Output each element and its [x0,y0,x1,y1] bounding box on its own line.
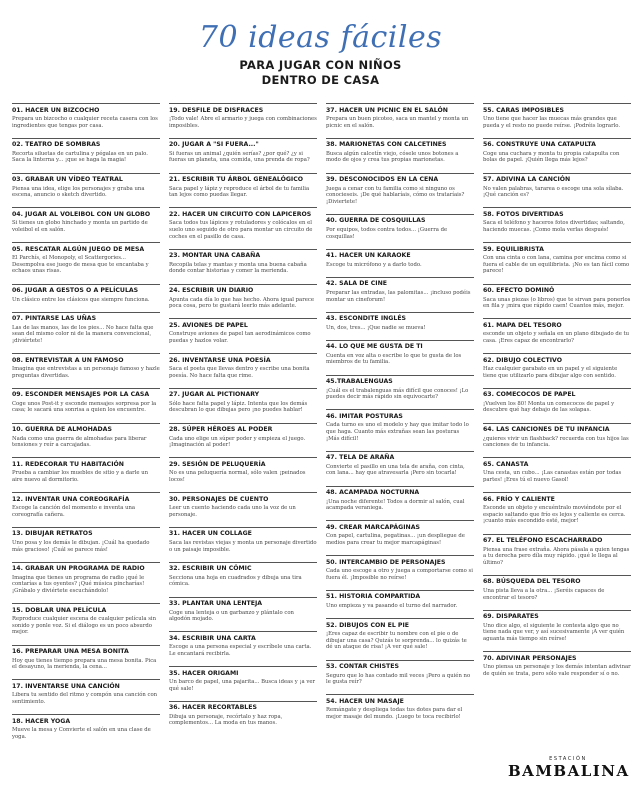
idea-description: Un, dos, tres... ¡Que nadie se mueva! [326,324,426,331]
idea-item [169,353,317,379]
idea-description: Prueba a cambiar los muebles de sitio y a darle un aire nuevo al dormitorio. [12,470,149,483]
idea-title: 49. CREAR MARCAPÁGINAS [326,520,474,532]
idea-item [483,284,631,310]
idea-description: No valen palabras, tararea o escoge una sola sílaba. ¡Qué canción es? [483,185,624,199]
idea-title: 07. PINTARSE LAS UÑAS [12,312,160,324]
idea-title: 20. JUGAR A "SI FUERA..." [169,138,317,150]
idea-item [12,457,160,483]
idea-description: Si tienes un globo hinchado y monta un partido de voleibol el en salón. [12,220,148,233]
idea-description: Saca las revistas viejas y monta un personaje divertido o un paisaje imposible. [169,539,317,553]
idea-description: Piensa una idea, elige los personajes y graba una escena, anuncio o sketch divertido. [12,185,145,199]
idea-description: Nada como una guerra de almohadas para liberar tensiones y reír a carcajadas. [12,435,147,449]
idea-description: ¡Todo vale! Abre el armario y juega con combinaciones imposibles. [169,116,317,129]
idea-title: 25. AVIONES DE PAPEL [169,318,317,330]
brand-logo-top: ESTACIÓN [549,756,587,762]
idea-title: 23. MONTAR UNA CABAÑA [169,249,317,261]
idea-item [326,520,474,546]
idea-description: Mueve la mesa y Convierte el salón en una clase de yoga. [12,727,151,740]
idea-item [12,138,160,164]
idea-item [169,138,317,164]
idea-description: Saca todos tus lápices y rotuladores y colócalos en el suelo uno seguido de otro para montar un circuito de coches en el pasillo de casa. [169,220,313,240]
idea-item [12,103,160,129]
idea-title: 14. GRABAR UN PROGRAMA DE RADIO [12,562,160,574]
idea-description: Las de las manos, las de los pies... No hace falta que sean del mismo color ni de la manera convencional, ¡diviértete! [12,324,154,344]
idea-title: 28. SÚPER HÉROES AL PODER [169,423,317,435]
idea-item [12,562,160,595]
idea-title: 19. DESFILE DE DISFRACES [169,103,317,115]
idea-title: 11. REDECORAR TU HABITACIÓN [12,457,160,469]
idea-title: 35. HACER ORIGAMI [169,666,317,678]
idea-title: 45.TRABALENGUAS [326,375,474,387]
idea-description: ¡Vuelven los 80! Monta un comecocos de papel y descubre qué hay debajo de las solapas. [483,400,615,414]
idea-title: 34. ESCRIBIR UNA CARTA [169,631,317,643]
idea-description: Imagina que entrevistas a un personaje famoso y hazle preguntas divertidas. [12,366,160,379]
idea-description: Piensa una frase extraña. Ahora pásala a quien tengas a tu derecha pero díla muy rápido. ¡qué le llega al último? [483,546,630,566]
idea-title: 48. ACAMPADA NOCTURNA [326,486,474,498]
idea-title: 26. INVENTARSE UNA POESÍA [169,353,317,365]
idea-item [169,562,317,588]
ideas-column-3 [326,103,474,729]
idea-description: Construye aviones de papel tan aerodinámicos como puedas y hazlos volar. [169,331,311,344]
idea-item [483,318,631,344]
idea-description: Convierte el pasillo en una tela de araña, con cinta, con lana... hay que atravesarla ¡Pero sin tocarla! [326,463,465,477]
idea-title: 18. HACER YOGA [12,714,160,726]
idea-item [326,375,474,401]
idea-title: 39. DESCONOCIDOS EN LA CENA [326,173,474,185]
idea-item [12,645,160,671]
idea-item [12,353,160,379]
idea-item [483,103,631,129]
idea-item [326,103,474,129]
idea-description: Recorta siluetas de cartulina y pégalas en un palo. Saca la linterna y... ¡que se haga la magia! [12,150,148,164]
idea-title: 60. EFECTO DOMINÓ [483,284,631,296]
idea-title: 46. IMITAR POSTURAS [326,409,474,421]
idea-description: Cada turno es uno el modelo y hay que imitar todo lo que haga. Cuanto más extrañas sean las posturas ¡Más difícil! [326,422,469,442]
idea-title: 50. INTERCAMBIO DE PERSONAJES [326,555,474,567]
idea-description: Imagina que tienes un programa de radio ¡qué le contarías a tus oyentes? ¡Qué música pincharías! ¡Grábalo y diviértete escuchándolo! [12,574,145,594]
idea-title: 29. SESIÓN DE PELUQUERÍA [169,457,317,469]
idea-item [326,486,474,512]
idea-description: No es una peluquería normal, sólo valen ¡peinados locos! [169,470,306,483]
idea-title: 21. ESCRIBIR TU ÁRBOL GENEALÓGICO [169,173,317,185]
idea-title: 65. CANASTA [483,457,631,469]
idea-title: 04. JUGAR AL VOLEIBOL CON UN GLOBO [12,207,160,219]
idea-item [326,312,474,332]
idea-description: Seguro que lo has contado mil veces ¡Pero a quién no le gusta reír? [326,672,471,686]
idea-item [326,249,474,269]
idea-title: 61. MAPA DEL TESORO [483,318,631,330]
idea-item [326,340,474,366]
idea-description: Sólo hace falta papel y lápiz. Intenta que los demás descubran lo que dibujas pero ¡no puedes hablar! [169,400,308,414]
idea-title: 15. DOBLAR UNA PELÍCULA [12,603,160,615]
idea-item [12,423,160,449]
idea-item [169,249,317,275]
idea-description: Uno dice algo, el siguiente le contesta algo que no tiene nada que ver, y así sucesivamente ¡A ver quién aguanta más tiempo sin reírse! [483,622,625,642]
idea-description: Hoy que tienes tiempo prepara una mesa bonita. Pica el desayuno, la merienda, la cena... [12,657,157,671]
idea-title: 42. SALA DE CINE [326,277,474,289]
idea-description: Escoge tu micrófono y a darlo todo. [326,261,422,268]
idea-title: 33. PLANTAR UNA LENTEJA [169,597,317,609]
idea-item [169,631,317,657]
idea-item [169,666,317,692]
idea-item [483,353,631,379]
idea-title: 62. DIBUJO COLECTIVO [483,353,631,365]
idea-item [483,610,631,643]
idea-description: Remángate y despliega todas tus dotes para dar el mejor masaje del mundo. ¡Luego te toca recibirlo! [326,707,463,720]
idea-title: 24. ESCRIBIR UN DIARIO [169,284,317,296]
idea-description: esconde un objeto y señala en un plano dibujado de tu casa. ¡Eres capaz de encontrarlo? [483,331,630,344]
brand-logo-name: BAMBALINA [508,762,630,780]
idea-description: Con una cinta o con lana, camina por encima como si fuera el cable de un equilibrista. ¡No es tan fácil como parece! [483,255,630,275]
idea-title: 53. CONTAR CHISTES [326,660,474,672]
idea-description: Saca papel y lápiz y reproduce el árbol de tu familia tan lejos como puedas llegar. [169,185,310,199]
idea-title: 66. FRÍO Y CALIENTE [483,492,631,504]
idea-title: 56. CONSTRUYE UNA CATAPULTA [483,138,631,150]
idea-item [483,173,631,199]
idea-description: Reproduce cualquier escena de cualquier película sin sonido y ponle voz. Si el diálogo es un poco absurdo mejor. [12,616,157,636]
idea-item [483,388,631,414]
idea-title: 40. GUERRA DE COSQUILLAS [326,214,474,226]
idea-item [326,277,474,303]
idea-title: 06. JUGAR A GESTOS O A PELÍCULAS [12,284,160,296]
idea-item [12,714,160,740]
idea-title: 43. ESCONDITE INGLÉS [326,312,474,324]
idea-item [483,492,631,525]
idea-item [326,138,474,164]
idea-item [483,423,631,449]
idea-description: Prepara un buen picoteo, saca un mantel y monta un picnic en el salón. [326,116,469,129]
idea-description: Coge una lenteja o un garbanzo y plántalo con algodón mojado. [169,609,294,623]
idea-item [169,492,317,518]
idea-description: Un clásico entre los clásicos que siempre funciona. [12,296,150,303]
idea-item [12,207,160,233]
idea-item [12,603,160,636]
page-subtitle-line-2: DENTRO DE CASA [261,73,380,87]
idea-description: Recopila telas y mantas y monta una buena cabaña donde contar historias y comer la merienda. [169,261,307,275]
idea-title: 69. DISPARATES [483,610,631,622]
idea-description: Preparar las entradas, las palomitas... ¡incluso podéis montar un cineforum! [326,289,471,303]
idea-item [169,284,317,310]
idea-description: Dibuja un personaje, recórtalo y haz ropa, complementos... La moda en tus manos. [169,713,283,727]
idea-description: Libera tu sentido del ritmo y compón una canción con sentimiento. [12,692,158,705]
idea-item [483,207,631,233]
idea-item [169,597,317,623]
idea-item [326,451,474,477]
idea-description: Esconde un objeto y encuéntralo moviéndote por el espacio saltando que frío es lejos y caliente es cerca. ¡cuanto más escondido esté, mejor! [483,505,626,525]
idea-title: 16. PREPARAR UNA MESA BONITA [12,645,160,657]
idea-item [483,242,631,275]
idea-item [169,388,317,414]
ideas-column-2 [169,103,317,736]
idea-title: 32. ESCRIBIR UN CÓMIC [169,562,317,574]
idea-item [12,679,160,705]
ideas-column-4 [483,103,631,686]
idea-description: Apunta cada día lo que has hecho. Ahora igual parece poca cosa, pero te gustará leerlo más adelante. [169,296,314,310]
idea-description: Cuenta en voz alta o escribe lo que te gusta de los miembros de tu familia. [326,352,462,366]
idea-title: 37. HACER UN PICNIC EN EL SALÓN [326,103,474,115]
idea-item [326,590,474,610]
idea-title: 01. HACER UN BIZCOCHO [12,103,160,115]
idea-title: 31. HACER UN COLLAGE [169,527,317,539]
idea-item [169,318,317,344]
idea-item [326,214,474,240]
header [0,0,641,95]
idea-item [169,527,317,553]
idea-title: 67. EL TELÉFONO ESCACHARRADO [483,534,631,546]
idea-description: Saca unas piezas (o libros) que te sirvan para ponerlos en fila y ¡mira que rápido caen! Cuantos más, mejor. [483,296,631,310]
idea-title: 51. HISTORIA COMPARTIDA [326,590,474,602]
idea-item [12,527,160,553]
idea-title: 63. COMECOCOS DE PAPEL [483,388,631,400]
idea-title: 58. FOTOS DIVERTIDAS [483,207,631,219]
idea-description: Uno tiene que hacer las muecas más grandes que pueda y el resto no puede reírse. ¡Podréis lograrlo. [483,116,621,129]
idea-title: 09. ESCONDER MENSAJES POR LA CASA [12,388,160,400]
idea-description: Con papel, cartulina, pegatinas... ¡un despliegue de medios para crear tu mejor marcapáginas! [326,533,465,546]
idea-title: 54. HACER UN MASAJE [326,694,474,706]
idea-item [12,388,160,414]
idea-title: 03. GRABAR UN VÍDEO TEATRAL [12,173,160,185]
idea-title: 30. PERSONAJES DE CUENTO [169,492,317,504]
idea-title: 64. LAS CANCIONES DE TU INFANCIA [483,423,631,435]
idea-item [169,207,317,240]
idea-title: 57. ADIVINA LA CANCIÓN [483,173,631,185]
idea-description: Juega a cenar con tu familia como si ninguno os conocieseis. ¡De qué hablaríais, cómo os trataríais? ¡Diviertete! [326,185,465,205]
idea-description: Una pista lleva a la otra... ¡Seréis capaces de encontrar el tesoro? [483,587,605,601]
idea-item [12,492,160,518]
idea-title: 68. BÚSQUEDA DEL TESORO [483,575,631,587]
idea-item [169,701,317,727]
idea-description: ¡Eres capaz de escribir tu nombre con el pie o de dibujar una casa? Quizás te sorprenda... lo quizás te dé un ataque de risa! ¡A ver qué sale! [326,631,467,651]
idea-description: Escoge a una persona especial y escríbele una carta. Le encantará recibirla. [169,644,312,657]
idea-item [326,173,474,206]
idea-title: 36. HACER RECORTABLES [169,701,317,713]
idea-item [326,618,474,651]
idea-title: 22. HACER UN CIRCUITO CON LAPICEROS [169,207,317,219]
idea-item [326,409,474,442]
idea-description: Cada uno escoge a otro y juega a comportarse como si fuera él. ¡Imposible no reírse! [326,568,473,581]
idea-title: 10. GUERRA DE ALMOHADAS [12,423,160,435]
idea-title: 59. EQUILIBRISTA [483,242,631,254]
idea-description: ¿quieres vivir un flashback? recuerda con tus hijos las canciones de tu infancia. [483,435,629,449]
idea-description: Saca el teléfono y haceros fotos divertidas; saltando, haciendo muecas. ¡Como mola verlas después! [483,220,625,233]
idea-title: 47. TELA DE ARAÑA [326,451,474,463]
idea-title: 52. DIBUJOS CON EL PIE [326,618,474,630]
idea-description: Cada uno elige un súper poder y empieza el juego. ¡Imaginación al poder! [169,435,306,449]
idea-description: Busca algún calcetín viejo, cósele unos botones a modo de ojos y crea tus propias marionetas. [326,150,459,164]
idea-item [12,284,160,304]
idea-title: 08. ENTREVISTAR A UN FAMOSO [12,353,160,365]
idea-title: 41. HACER UN KARAOKE [326,249,474,261]
idea-title: 55. CARAS IMPOSIBLES [483,103,631,115]
idea-item [483,138,631,164]
idea-item [169,173,317,199]
ideas-column-1 [12,103,160,749]
page-title: 70 ideas fáciles [198,20,443,55]
idea-title: 44. LO QUE ME GUSTA DE TI [326,340,474,352]
idea-description: Escoge la canción del momento e inventa una coreografía cañera. [12,505,136,518]
idea-item [483,534,631,567]
idea-title: 13. DIBUJAR RETRATOS [12,527,160,539]
idea-item [326,694,474,720]
idea-item [169,103,317,129]
idea-description: Coge una cuchara y monta tu propia catapulta con bolas de papel. ¡Quién llega más lejos? [483,150,620,164]
idea-description: Secciona una hoja en cuadrados y dibuja una tira cómica. [169,574,302,588]
idea-item [12,312,160,345]
idea-description: Si fueras un animal ¿quién serías? ¿por qué? ¿y si fueras un planeta, una comida, una prenda de ropa? [169,150,310,164]
idea-description: Una cesta, un cubo... ¡Las canastas están por todas partes! ¡Eres tú el nuevo Gasol! [483,470,622,483]
idea-item [483,651,631,677]
idea-item [483,457,631,483]
idea-item [483,575,631,601]
idea-item [326,555,474,581]
idea-title: 02. TEATRO DE SOMBRAS [12,138,160,150]
brand-logo [508,756,628,792]
idea-description: Por equipos, todos contra todos... ¡Guerra de cosquillas! [326,226,448,240]
idea-description: Leer un cuento haciendo cada uno la voz de un personaje. [169,505,296,518]
idea-title: 27. JUGAR AL PICTIONARY [169,388,317,400]
idea-description: Uno empieza y va pasando el turno del narrador. [326,602,458,609]
idea-title: 70. ADIVINAR PERSONAJES [483,651,631,663]
idea-description: Uno piensa un personaje y los demás intentan adivinar de quién se trata, pero sólo vale responder sí o no. [483,664,631,677]
idea-item [169,423,317,449]
idea-title: 05. RESCATAR ALGÚN JUEGO DE MESA [12,242,160,254]
idea-title: 17. INVENTARSE UNA CANCIÓN [12,679,160,691]
idea-description: Coge unos Post-it y esconde mensajes sorpresa por la casa; le sacará una sonrisa a quien los encuentre. [12,400,157,414]
idea-title: 38. MARIONETAS CON CALCETINES [326,138,474,150]
idea-description: Saca el poeta que llevas dentro y escribe una bonita poesía. No hace falta que rime. [169,366,310,379]
idea-description: Haz cualquier garabato en un papel y el siguiente tiene que utilizarlo para dibujar algo con sentido. [483,366,618,379]
idea-item [326,660,474,686]
idea-description: ¡Una noche diferente! Todos a dormir al salón, cual acampada veraniega. [326,498,465,512]
idea-description: Un barco de papel, una pajarita... Busca ideas y ¡a ver qué sale! [169,679,316,692]
idea-description: ¡Cuál es el trabalenguas más difícil que conoces! ¡Lo puedes decir más rápido sin equivocarte? [326,387,469,401]
idea-description: Uno posa y los demás le dibujan. ¡Cuál ha quedado más gracioso! ¡Cuál se parece más! [12,539,150,553]
page-subtitle-line-1: PARA JUGAR CON NIÑOS [239,58,402,72]
idea-item [12,173,160,199]
idea-item [12,242,160,275]
idea-description: El Parchís, el Monopoly, el Scattergories... Desempolva ese juego de mesa que te encantaba y echaos unas risas. [12,255,149,275]
idea-item [169,457,317,483]
idea-description: Prepara un bizcocho o cualquier receta casera con los ingredientes que tengas por casa. [12,116,158,129]
idea-title: 12. INVENTAR UNA COREOGRAFÍA [12,492,160,504]
